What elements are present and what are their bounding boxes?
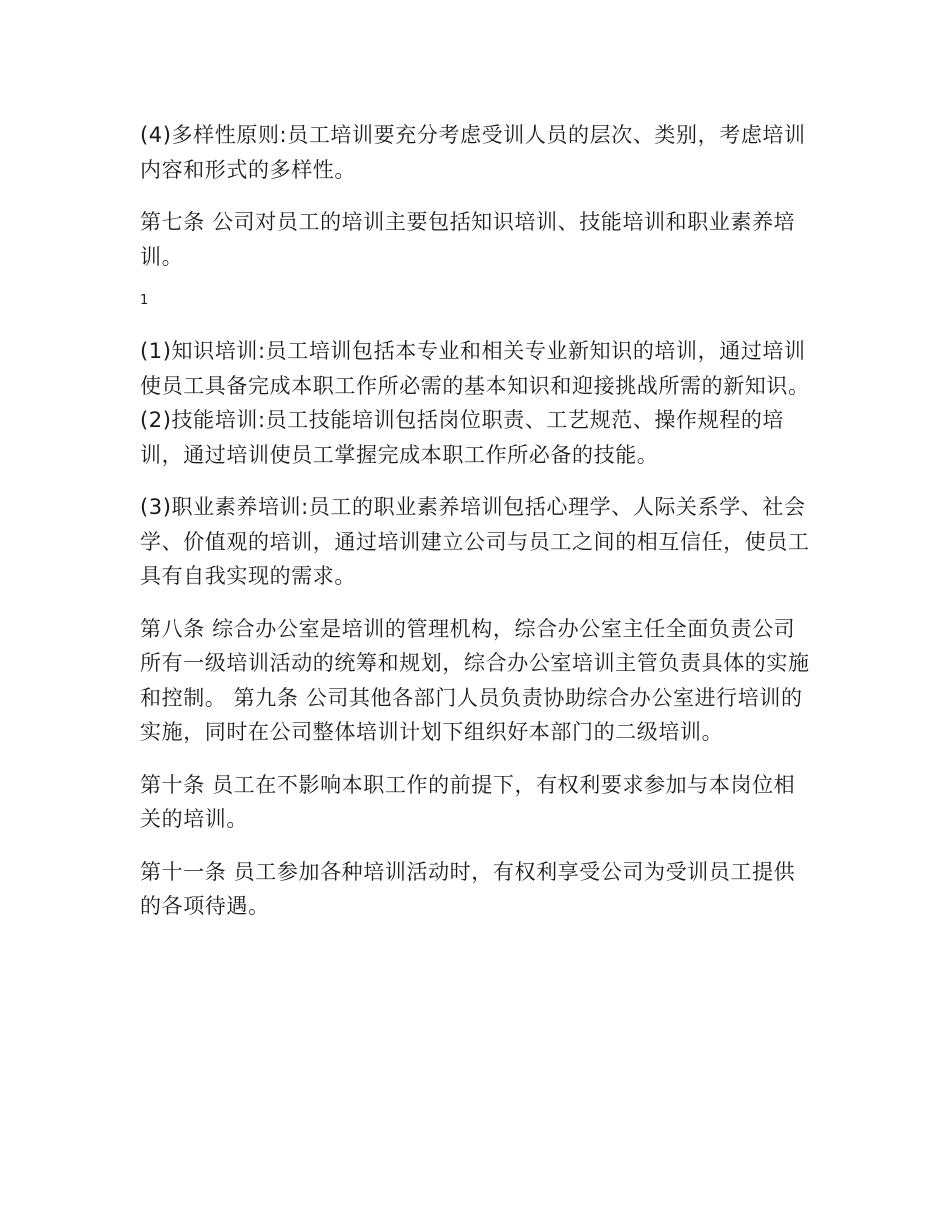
paragraph-knowledge-skill-training: (1)知识培训:员工培训包括本专业和相关专业新知识的培训，通过培训使员工具备完成本职工作所必需的基本知识和迎接挑战所需的新知识。 (2)技能培训:员工技能培训包括岗位职责、工艺规范、操作规程的培训，通过培训使员工掌握完成本职工作所必备的技能。 (140, 339, 810, 467)
paragraph-diversity-principle: (4)多样性原则:员工培训要充分考虑受训人员的层次、类别，考虑培训内容和形式的多样性。 (140, 123, 806, 182)
paragraph-article-11: 第十一条 员工参加各种培训活动时，有权利享受公司为受训员工提供的各项待遇。 (140, 859, 796, 918)
page-number: 1 (140, 293, 149, 308)
paragraph-article-7: 第七条 公司对员工的培训主要包括知识培训、技能培训和职业素养培训。 (140, 210, 796, 269)
paragraph-article-10: 第十条 员工在不影响本职工作的前提下，有权利要求参加与本岗位相关的培训。 (140, 772, 796, 831)
document-body (140, 118, 812, 942)
paragraph-professional-quality-training: (3)职业素养培训:员工的职业素养培训包括心理学、人际关系学、社会学、价值观的培训，通过培训建立公司与员工之间的相互信任，使员工具有自我实现的需求。 (140, 495, 810, 588)
paragraph-article-8-9: 第八条 综合办公室是培训的管理机构，综合办公室主任全面负责公司所有一级培训活动的统筹和规划，综合办公室培训主管负责具体的实施和控制。 第九条 公司其他各部门人员负责协助综合办公室进行培训的实施，同时在公司整体培训计划下组织好本部门的二级培训。 (140, 616, 810, 744)
